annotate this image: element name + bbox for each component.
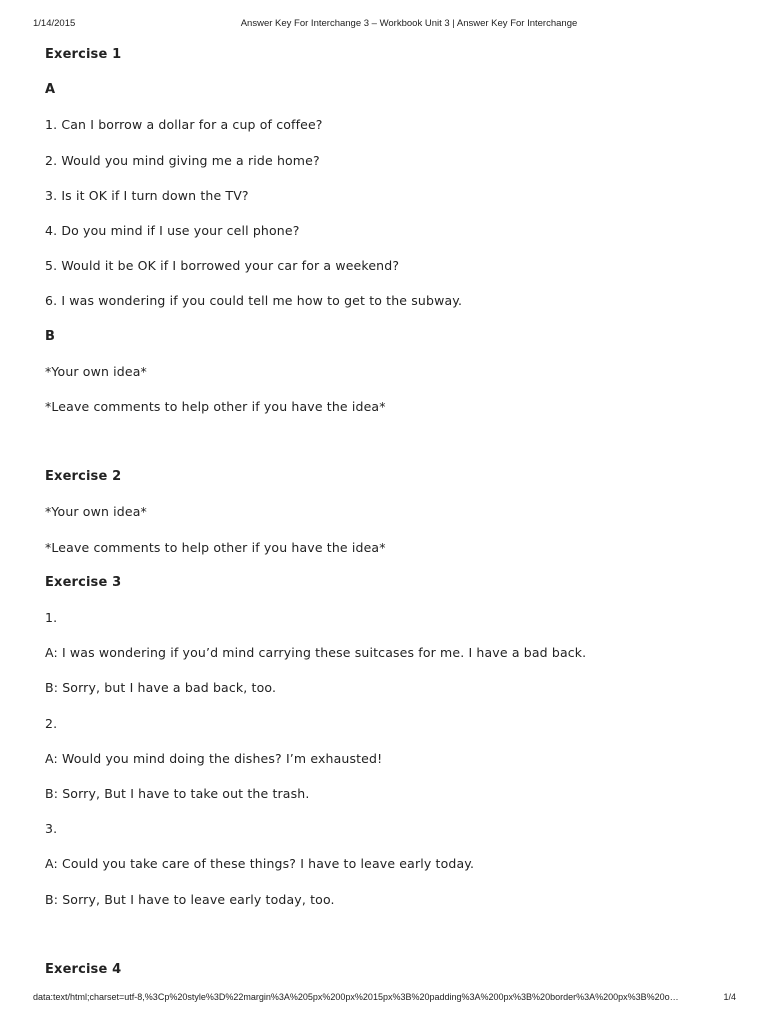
exercise-1-part-a-label: A bbox=[45, 82, 56, 98]
exercise-1-item: 5. Would it be OK if I borrowed your car for a weekend? bbox=[45, 258, 400, 274]
print-header bbox=[0, 18, 768, 32]
print-page-number: 1/4 bbox=[723, 992, 736, 1002]
dialog-line-b: B: Sorry, but I have a bad back, too. bbox=[45, 680, 277, 696]
exercise-1-item: 2. Would you mind giving me a ride home? bbox=[45, 152, 320, 168]
exercise-1-heading: Exercise 1 bbox=[45, 47, 122, 62]
exercise-3-heading: Exercise 3 bbox=[45, 574, 122, 590]
print-footer bbox=[0, 992, 768, 1006]
dialog-number: 2. bbox=[45, 715, 58, 731]
exercise-2-own-idea: *Your own idea* bbox=[45, 504, 147, 520]
dialog-line-a: A: I was wondering if you’d mind carrying these suitcases for me. I have a bad back. bbox=[45, 645, 587, 661]
exercise-4-heading: Exercise 4 bbox=[45, 961, 122, 977]
exercise-1-own-idea: *Your own idea* bbox=[45, 363, 147, 379]
dialog-number: 1. bbox=[45, 610, 58, 625]
print-date: 1/14/2015 bbox=[33, 18, 76, 29]
dialog-number: 3. bbox=[45, 821, 58, 837]
print-source-url: data:text/html;charset=utf-8,%3Cp%20style%3D%22margin%3A%205px%200px%2015px%3B%20padding%3A%200px%3B%20border%3A%200px%3B%20o… bbox=[33, 992, 679, 1002]
exercise-1-leave-comments: *Leave comments to help other if you have the idea* bbox=[45, 398, 386, 414]
print-page-title: Answer Key For Interchange 3 – Workbook Unit 3 | Answer Key For Interchange bbox=[240, 18, 578, 29]
exercise-1-item: 4. Do you mind if I use your cell phone? bbox=[45, 222, 300, 238]
exercise-1-item: 3. Is it OK if I turn down the TV? bbox=[45, 187, 249, 203]
spacer bbox=[45, 926, 735, 961]
dialog-line-b: B: Sorry, But I have to take out the trash. bbox=[45, 785, 310, 801]
dialog-line-a: A: Could you take care of these things? I have to leave early today. bbox=[45, 856, 475, 872]
exercise-2-heading: Exercise 2 bbox=[45, 469, 122, 485]
exercise-1-item: 1. Can I borrow a dollar for a cup of coffee? bbox=[45, 117, 323, 133]
document-body bbox=[45, 46, 735, 996]
exercise-1-item: 6. I was wondering if you could tell me how to get to the subway. bbox=[45, 293, 463, 309]
dialog-line-a: A: Would you mind doing the dishes? I’m exhausted! bbox=[45, 750, 383, 766]
exercise-1-part-b-label: B bbox=[45, 328, 56, 344]
exercise-2-leave-comments: *Leave comments to help other if you have the idea* bbox=[45, 539, 386, 555]
dialog-line-b: B: Sorry, But I have to leave early today, too. bbox=[45, 891, 335, 907]
spacer bbox=[45, 433, 735, 468]
